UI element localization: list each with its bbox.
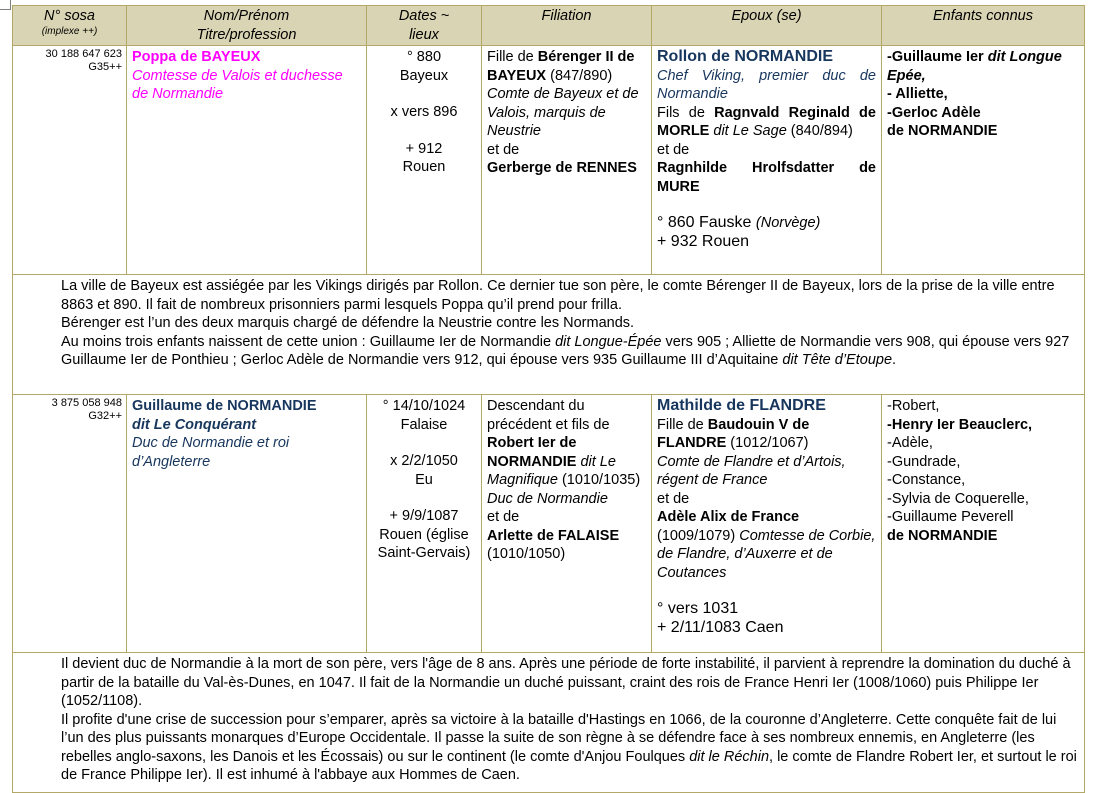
filiation-cell: Descendant du précédent et fils de Robert Ier de NORMANDIE dit Le Magnifique (1010/1035) Duc de Normandie et de Arlette de FALAISE (1010/1050) [482, 395, 652, 653]
dates-cell: ° 14/10/1024 Falaise x 2/2/1050 Eu + 9/9/1087 Rouen (église Saint-Gervais) [367, 395, 482, 653]
children-cell: -Guillaume Ier dit Longue Epée, - Alliette, -Gerloc Adèle de NORMANDIE [882, 46, 1085, 275]
spouse-cell: Mathilde de FLANDRE Fille de Baudouin V de FLANDRE (1012/1067) Comte de Flandre et d’Artois, régent de France et de Adèle Alix de France (1009/1079) Comtesse de Corbie, de Flandre, d’Auxerre et de Coutances ° vers 1031 + 2/11/1083 Caen [652, 395, 882, 653]
person-name: Poppa de BAYEUX [132, 49, 261, 65]
notes-row-guillaume [13, 653, 1085, 793]
name-cell: Guillaume de NORMANDIE dit Le Conquérant Duc de Normandie et roi d’Angleterre [127, 395, 367, 653]
name-cell [127, 46, 367, 275]
person-name: Guillaume de NORMANDIE [132, 398, 317, 414]
header-row [13, 6, 1085, 46]
spouse-name: Rollon de NORMANDIE [657, 48, 833, 65]
spouse-name: Mathilde de FLANDRE [657, 397, 826, 414]
header-epoux: Epoux (se) [652, 6, 882, 46]
person-row-poppa [13, 46, 1085, 275]
header-filiation: Filiation [482, 6, 652, 46]
header-nom: Nom/Prénom Titre/profession [127, 6, 367, 46]
genealogy-table [12, 5, 1085, 793]
spouse-cell: Rollon de NORMANDIE Chef Viking, premier duc de Normandie Fils de Ragnvald Reginald de MORLE dit Le Sage (840/894) et de Ragnhilde Hrolfsdatter de MURE ° 860 Fauske (Norvège) + 932 Rouen [652, 46, 882, 275]
notes-cell: Il devient duc de Normandie à la mort de son père, vers l'âge de 8 ans. Après une période de forte instabilité, il parvient à reprendre la domination du duché à partir de la bataille du Val-ès-Dunes, en 1047. Il fait de la Normandie un duché puissant, craint des rois de France Henri Ier (1008/1060) puis Philippe Ier (1052/1108). Il profite d'une crise de succession pour s’emparer, après sa victoire à la bataille d'Hastings en 1066, de la couronne d’Angleterre. Cette conquête fait de lui l’un des plus puissants monarques d’Europe Occidentale. Il passe la suite de son règne à se défendre face à ses nombreux ennemis, en Angleterre (les rebelles anglo-saxons, les Danois et les Écossais) ou sur le continent (le comte d'Anjou Foulques dit le Réchin, le comte de Flandre Robert Ier, et surtout le roi de France Philippe Ier). Il est inhumé à l'abbaye aux Hommes de Caen. [13, 653, 1085, 793]
person-title: Comtesse de Valois et duchesse de Normandie [132, 67, 343, 102]
person-row-guillaume [13, 395, 1085, 653]
header-sosa: N° sosa (implexe ++) [13, 6, 127, 46]
sosa-cell: 3 875 058 948 G32++ [13, 395, 127, 653]
sosa-cell: 30 188 647 623 G35++ [13, 46, 127, 275]
dates-cell: ° 880 Bayeux x vers 896 + 912 Rouen [367, 46, 482, 275]
children-cell: -Robert, -Henry Ier Beauclerc, -Adèle, -Gundrade, -Constance, -Sylvia de Coquerelle, -Guillaume Peverell de NORMANDIE [882, 395, 1085, 653]
filiation-cell: Fille de Bérenger II de BAYEUX (847/890) Comte de Bayeux et de Valois, marquis de Neustrie et de Gerberge de RENNES [482, 46, 652, 275]
header-enfants: Enfants connus [882, 6, 1085, 46]
window-corner-marker [0, 0, 11, 10]
header-dates: Dates ~ lieux [367, 6, 482, 46]
person-title: Duc de Normandie et roi d’Angleterre [132, 435, 290, 470]
notes-cell: La ville de Bayeux est assiégée par les Vikings dirigés par Rollon. Ce dernier tue son père, le comte Bérenger II de Bayeux, lors de la prise de la ville entre 8863 et 890. Il fait de nombreux prisonniers parmi lesquels Poppa qu’il prend pour frilla. Bérenger est l’un des deux marquis chargé de défendre la Neustrie contre les Normands. Au moins trois enfants naissent de cette union : Guillaume Ier de Normandie dit Longue-Épée vers 905 ; Alliette de Normandie vers 908, qui épouse vers 927 Guillaume Ier de Ponthieu ; Gerloc Adèle de Normandie vers 912, qui épouse vers 935 Guillaume III d’Aquitaine dit Tête d’Etoupe. [13, 275, 1085, 395]
notes-row-poppa [13, 275, 1085, 395]
